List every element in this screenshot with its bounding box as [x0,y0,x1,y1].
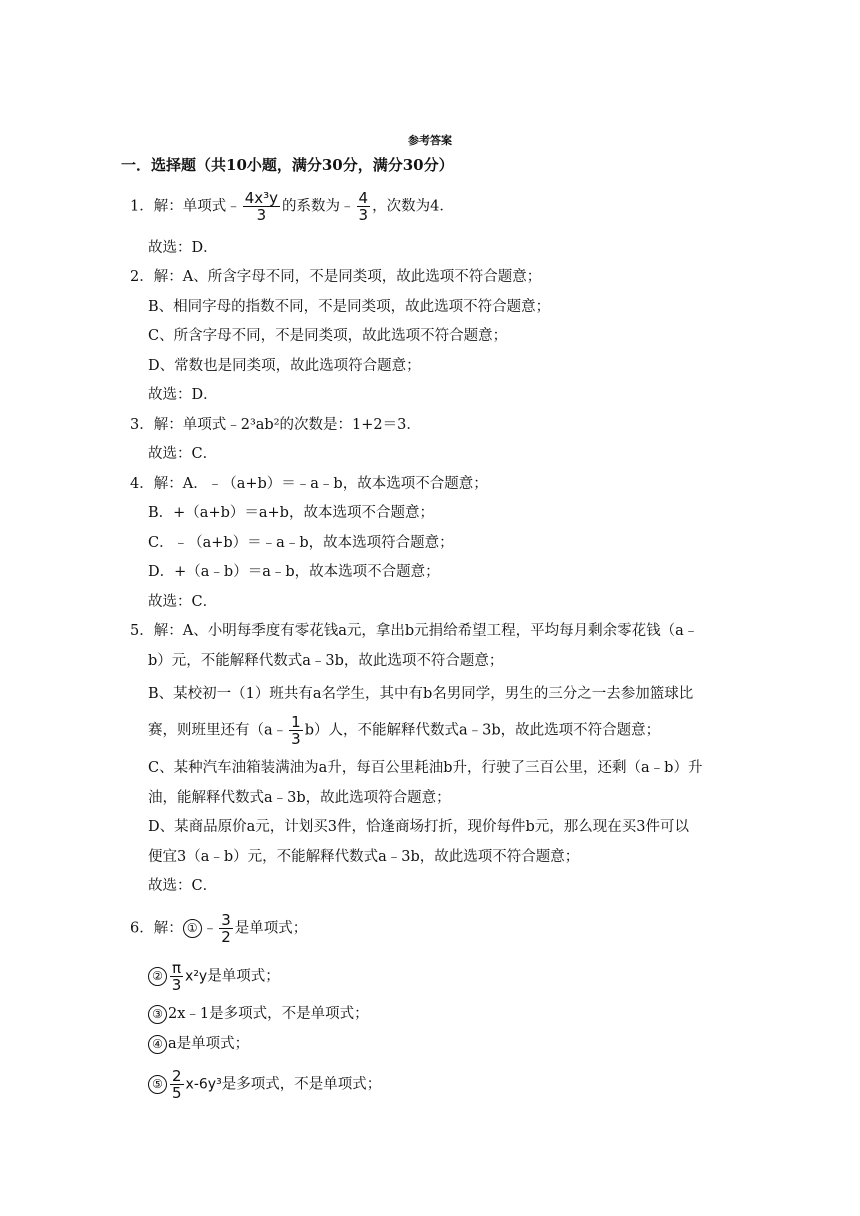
q6-item-3 [148,1004,369,1024]
q5-line-7: D、某商品原价a元，计划买3件，恰逢商场打折，现价每件b元，那么现在买3件可以 [148,819,689,835]
q5-text-1: 解：A、小明每季度有零花钱a元，拿出b元捐给希望工程，平均每月剩余零花钱（a﹣ [153,623,699,639]
q1-fraction-2 [357,190,371,223]
q1-fraction-1 [243,190,280,223]
q5-line-3: B、某校初一（1）班共有a名学生，其中有b名男同学，男生的三分之一去参加篮球比 [148,686,694,702]
q2-number: 2． [130,269,154,285]
q6-item-5-expr: x-6y³ [185,1076,222,1093]
q5-text-4a: 赛，则班里还有（a﹣ [148,722,288,739]
q5-line-4 [148,714,660,747]
q1-text-b: 的系数为﹣ [282,198,355,215]
q5-line-6: 油，能解释代数式a﹣3b，故此选项符合题意； [148,790,451,806]
q4-line-3: C．﹣（a+b）＝﹣a﹣b，故本选项符合题意； [148,535,454,551]
q1-frac2-num: 4 [358,189,369,207]
q1-frac2-den: 3 [358,206,369,224]
q3-number: 3． [130,417,154,433]
q4-number: 4． [130,476,154,492]
q2-line-2: B、相同字母的指数不同，不是同类项，故此选项不符合题意； [148,299,551,315]
page-title: 参考答案 [408,134,452,147]
q6-item-4-marker: ④ [148,1035,167,1054]
q6-item-4 [148,1034,249,1054]
q4-line-1 [130,474,488,494]
q6-i2-num: π [172,959,182,977]
q6-i1-num: 3 [221,911,231,929]
q5-line-1 [130,621,698,641]
q5-text-4b: b）人，不能解释代数式a﹣3b，故此选项不符合题意； [304,722,661,739]
q1-frac1-den: 3 [256,206,267,224]
q6-line-1 [130,912,307,945]
q6-item-2-expr: x²y [185,968,208,985]
q1-frac1-num: 4x³y [244,189,279,207]
q2-answer: 故选：D． [148,387,218,403]
q6-item-4-text: a是单项式； [168,1036,250,1052]
q5-line-8: 便宜3（a﹣b）元，不能解释代数式a﹣3b，故此选项不符合题意； [148,849,580,865]
q6-item-1-marker: ① [183,919,202,938]
q3-text: 解：单项式﹣2³ab²的次数是：1+2＝3． [153,417,421,433]
q6-item-2 [148,960,280,993]
q6-i5-den: 5 [172,1084,182,1102]
q6-item-1-fraction [219,912,233,945]
q5-frac-den: 3 [291,730,301,748]
q5-number: 5． [130,623,154,639]
q1-line [130,190,454,223]
q5-frac-num: 1 [291,713,301,731]
q6-item-5 [148,1068,381,1101]
q6-item-2-marker: ② [148,967,167,986]
q5-answer: 故选：C． [148,878,218,894]
q6-i1-den: 2 [221,928,231,946]
q6-i5-num: 2 [172,1067,182,1085]
q3-line [130,415,421,435]
q5-line-2: b）元，不能解释代数式a﹣3b，故此选项不符合题意； [148,653,504,669]
q5-line-5: C、某种汽车油箱装满油为a升，每百公里耗油b升，行驶了三百公里，还剩（a﹣b）升 [148,760,703,776]
q6-item-3-text: 2x﹣1是多项式，不是单项式； [168,1006,369,1022]
q6-item-1-sign: ﹣ [202,920,218,937]
q6-item-3-marker: ③ [148,1005,167,1024]
q2-line-3: C、所含字母不同，不是同类项，故此选项不符合题意； [148,328,508,344]
q4-text-1: 解：A．﹣（a+b）＝﹣a﹣b，故本选项不合题意； [153,476,488,492]
q6-i2-den: 3 [171,976,182,994]
q6-item-5-fraction [170,1068,184,1101]
q1-text-c: ，次数为4． [372,198,454,215]
q1-answer: 故选：D． [148,240,218,256]
section-heading: 一．选择题（共10小题，满分30分，满分30分） [121,156,454,174]
q4-answer: 故选：C． [148,594,218,610]
q6-item-1-text: 是单项式； [234,920,308,937]
q6-item-2-text: 是单项式； [207,968,280,985]
q4-line-4: D．+（a﹣b）＝a﹣b，故本选项不合题意； [148,564,440,580]
q4-line-2: B．+（a+b）＝a+b，故本选项不合题意； [148,505,434,521]
q6-intro: 解： [153,920,183,937]
q3-answer: 故选：C． [148,446,218,462]
q2-line-1 [130,267,541,287]
q1-text-a: 解：单项式﹣ [153,198,241,215]
q6-item-5-marker: ⑤ [148,1075,167,1094]
q5-fraction [289,714,303,747]
q2-text-1: 解：A、所含字母不同，不是同类项，故此选项不符合题意； [153,269,542,285]
q6-item-5-text: 是多项式，不是单项式； [221,1076,382,1093]
q6-number: 6． [130,920,154,937]
q6-item-2-fraction [170,960,183,993]
q1-number: 1． [130,198,154,215]
q2-line-4: D、常数也是同类项，故此选项符合题意； [148,358,421,374]
